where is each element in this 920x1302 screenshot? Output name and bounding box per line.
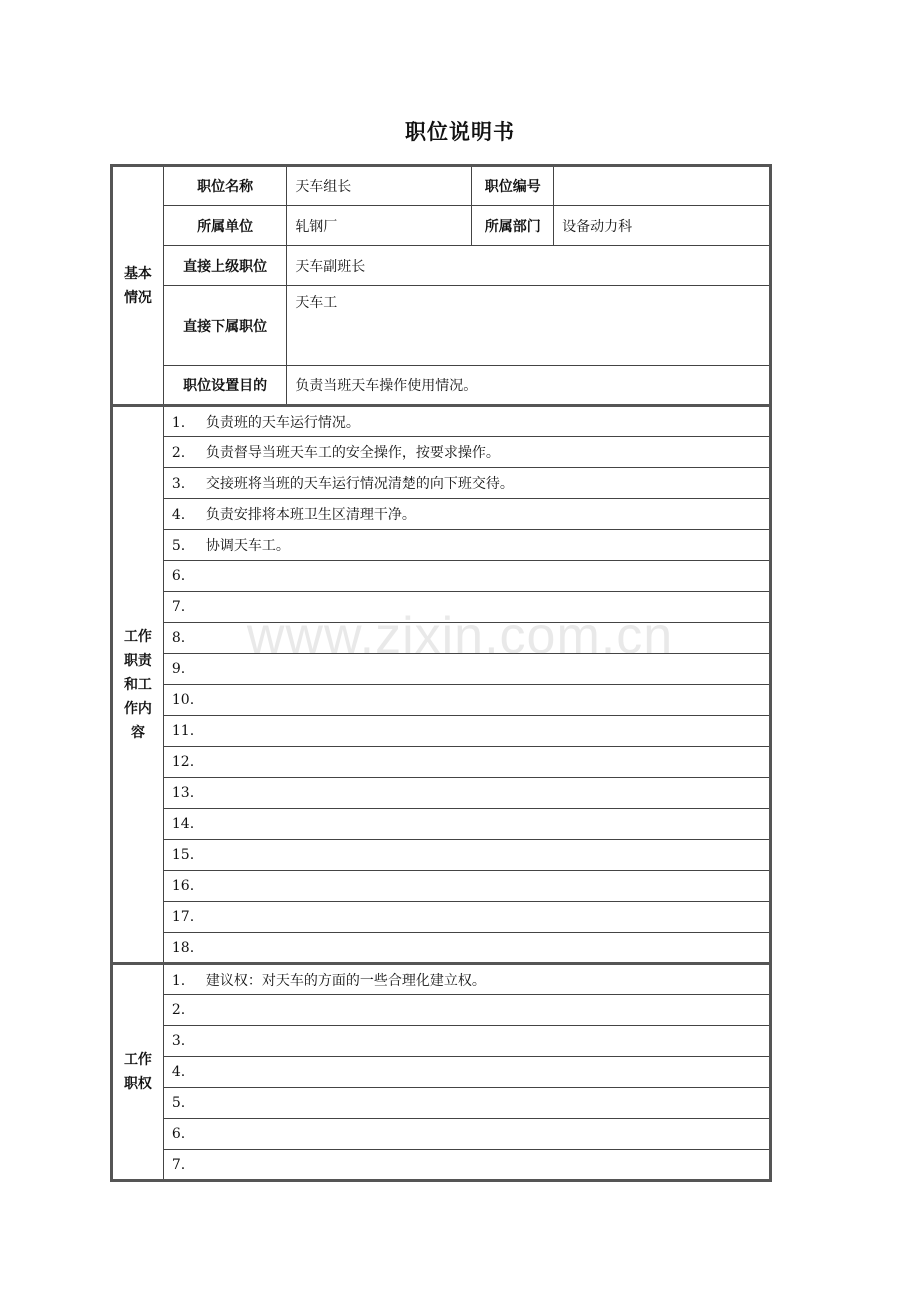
duty-item-number: 8. xyxy=(171,630,186,646)
subordinate-label: 直接下属职位 xyxy=(163,286,286,366)
duty-item xyxy=(163,685,770,716)
duty-item-number: 5. xyxy=(171,538,186,554)
position-code-label: 职位编号 xyxy=(472,166,554,206)
duty-item-number: 16. xyxy=(171,878,195,894)
section-basic-info: 基本 情况 xyxy=(112,166,164,406)
authority-item xyxy=(163,995,770,1026)
purpose-value: 负责当班天车操作使用情况。 xyxy=(287,366,771,406)
watermark: www.zixin.com.cn xyxy=(246,607,674,665)
page-title: 职位说明书 xyxy=(405,120,515,144)
unit-label: 所属单位 xyxy=(163,206,286,246)
authority-item-number: 5. xyxy=(171,1095,186,1111)
duty-row xyxy=(112,685,771,716)
duty-item-number: 9. xyxy=(171,661,186,677)
authority-row xyxy=(112,995,771,1026)
duty-item-number: 15. xyxy=(171,847,195,863)
authority-row xyxy=(112,964,771,995)
authority-item xyxy=(163,1088,770,1119)
duty-row xyxy=(112,747,771,778)
duty-item xyxy=(163,530,770,561)
authority-item xyxy=(163,1057,770,1088)
authority-row xyxy=(112,1057,771,1088)
duty-item xyxy=(163,654,770,685)
duty-item xyxy=(163,778,770,809)
duty-item-number: 14. xyxy=(171,816,195,832)
purpose-label: 职位设置目的 xyxy=(163,366,286,406)
authority-item xyxy=(163,1150,770,1181)
duty-row xyxy=(112,902,771,933)
authority-item-number: 4. xyxy=(171,1064,186,1080)
section-authority: 工作 职权 xyxy=(112,964,164,1181)
duty-row xyxy=(112,871,771,902)
duty-item-number: 3. xyxy=(171,476,186,492)
duty-item-number: 6. xyxy=(171,568,186,584)
duty-row xyxy=(112,623,771,654)
duty-item-number: 11. xyxy=(171,723,195,739)
authority-item-number: 7. xyxy=(171,1156,186,1173)
authority-item-number: 6. xyxy=(171,1126,186,1142)
authority-item-number: 1. xyxy=(171,972,186,989)
duty-item xyxy=(163,716,770,747)
authority-row xyxy=(112,1119,771,1150)
duty-item-number: 1. xyxy=(171,414,186,431)
duty-row xyxy=(112,437,771,468)
position-name-value: 天车组长 xyxy=(287,166,472,206)
duty-row xyxy=(112,468,771,499)
job-description-table xyxy=(110,164,772,1182)
duty-row xyxy=(112,716,771,747)
duty-item xyxy=(163,840,770,871)
superior-label: 直接上级职位 xyxy=(163,246,286,286)
duty-row xyxy=(112,530,771,561)
duty-item-text: 交接班将当班的天车运行情况清楚的向下班交待。 xyxy=(205,476,514,492)
authority-item-number: 3. xyxy=(171,1033,186,1049)
unit-value: 轧钢厂 xyxy=(287,206,472,246)
department-label: 所属部门 xyxy=(472,206,554,246)
duty-item-text: 负责班的天车运行情况。 xyxy=(205,414,360,431)
duty-item xyxy=(163,623,770,654)
duty-item-number: 10. xyxy=(171,692,195,708)
department-value: 设备动力科 xyxy=(554,206,771,246)
position-name-label: 职位名称 xyxy=(163,166,286,206)
duty-item xyxy=(163,747,770,778)
position-code-value xyxy=(554,166,771,206)
duty-item-number: 2. xyxy=(171,445,186,461)
duty-item xyxy=(163,933,770,964)
duty-row xyxy=(112,406,771,437)
duty-row xyxy=(112,592,771,623)
duty-row xyxy=(112,809,771,840)
authority-item xyxy=(163,1119,770,1150)
authority-item xyxy=(163,1026,770,1057)
authority-item-number: 2. xyxy=(171,1002,186,1018)
duty-item-number: 13. xyxy=(171,785,195,801)
duty-item xyxy=(163,592,770,623)
duty-item xyxy=(163,406,770,437)
authority-item xyxy=(163,964,770,995)
duty-item xyxy=(163,437,770,468)
authority-item-text: 建议权：对天车的方面的一些合理化建立权。 xyxy=(205,972,486,989)
duty-item xyxy=(163,468,770,499)
duty-item-text: 协调天车工。 xyxy=(205,538,290,554)
subordinate-value: 天车工 xyxy=(287,286,771,366)
duty-item-number: 12. xyxy=(171,754,195,770)
duty-item-text: 负责安排将本班卫生区清理干净。 xyxy=(205,507,416,523)
authority-row xyxy=(112,1088,771,1119)
authority-row xyxy=(112,1150,771,1181)
section-duty: 工作 职责 和工 作内 容 xyxy=(112,406,164,964)
duty-item xyxy=(163,561,770,592)
duty-row xyxy=(112,654,771,685)
duty-item xyxy=(163,499,770,530)
duty-item-number: 4. xyxy=(171,507,186,523)
duty-item-text: 负责督导当班天车工的安全操作，按要求操作。 xyxy=(205,445,500,461)
superior-value: 天车副班长 xyxy=(287,246,771,286)
duty-row xyxy=(112,778,771,809)
authority-row xyxy=(112,1026,771,1057)
duty-row xyxy=(112,561,771,592)
duty-row xyxy=(112,840,771,871)
duty-item xyxy=(163,809,770,840)
duty-row xyxy=(112,499,771,530)
duty-item-number: 7. xyxy=(171,599,186,615)
duty-row xyxy=(112,933,771,964)
duty-item xyxy=(163,871,770,902)
duty-item-number: 18. xyxy=(171,939,195,956)
duty-item-number: 17. xyxy=(171,909,195,925)
duty-item xyxy=(163,902,770,933)
